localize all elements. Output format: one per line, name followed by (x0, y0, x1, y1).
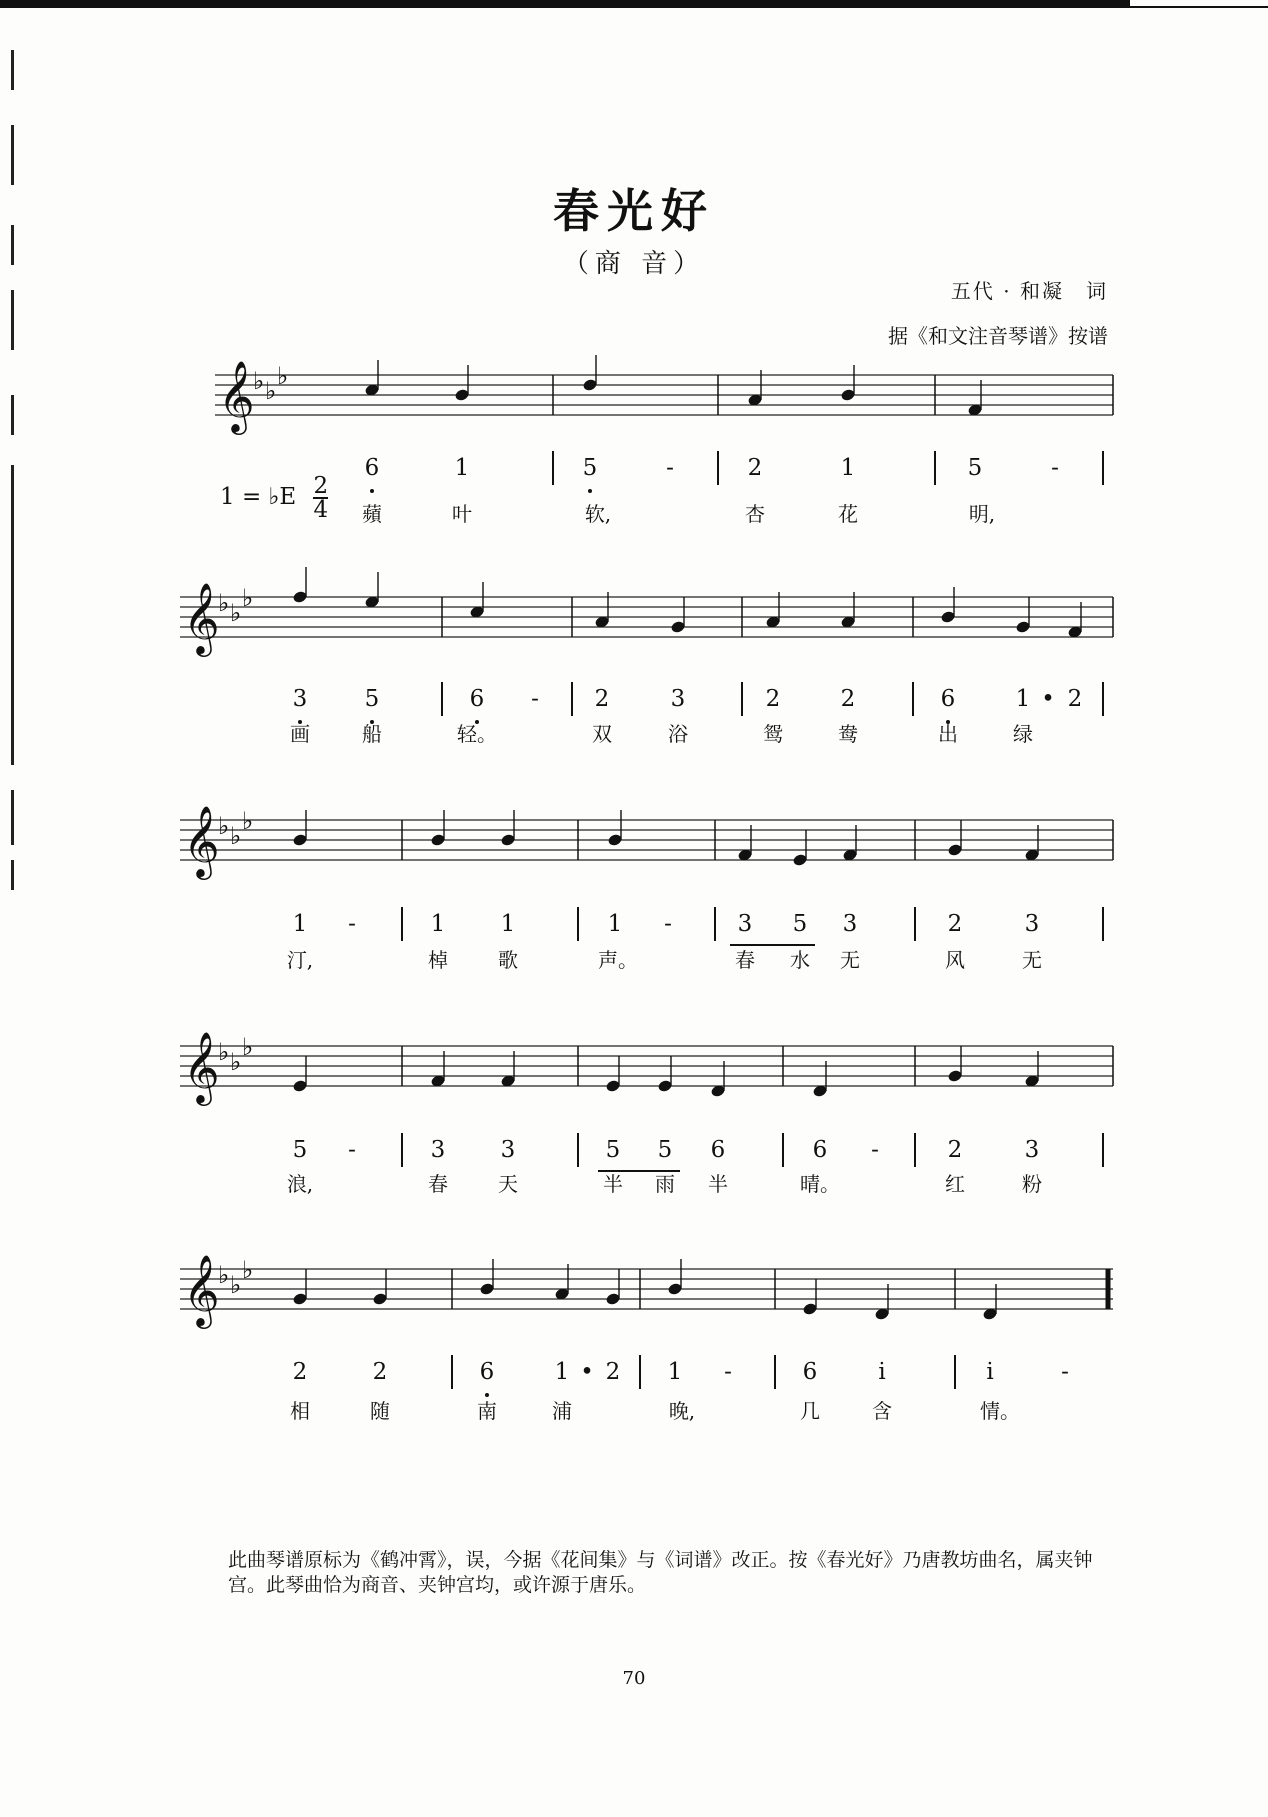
jianpu-note: 6 (469, 686, 485, 712)
source-credit: 据《和文注音琴谱》按谱 (888, 324, 1108, 348)
flat-icon: ♭ (218, 812, 230, 840)
jianpu-note: - (871, 1137, 879, 1163)
lyric-syllable: 粉 (1022, 1172, 1042, 1196)
jianpu-barline (1102, 907, 1104, 941)
key-signature (220, 475, 328, 521)
jianpu-note: - (348, 911, 356, 937)
low-octave-dot (588, 489, 592, 493)
jianpu-note: • (1041, 686, 1055, 712)
jianpu-note: 1 (292, 911, 308, 937)
flat-icon: ♭ (242, 1256, 254, 1284)
flat-icon: ♭ (265, 377, 277, 405)
jianpu-note: i (878, 1359, 886, 1385)
jianpu-note: 2 (747, 455, 763, 481)
jianpu-note: 2 (605, 1359, 621, 1385)
jianpu-barline (639, 1355, 641, 1389)
lyric-syllable: 浦 (552, 1399, 572, 1423)
treble-clef-icon: 𝄞 (183, 1030, 220, 1103)
jianpu-barline (914, 1133, 916, 1167)
lyric-syllable: 无 (1022, 948, 1042, 972)
jianpu-note: 3 (670, 686, 686, 712)
jianpu-note: 3 (1024, 1137, 1040, 1163)
lyric-syllable: 杏 (745, 502, 765, 526)
jianpu-note: 6 (710, 1137, 726, 1163)
flat-icon: ♭ (242, 807, 254, 835)
jianpu-note: 3 (1024, 911, 1040, 937)
jianpu-note: 5 (364, 686, 380, 712)
jianpu-note: 1 (1015, 686, 1031, 712)
jianpu-note: 1 (430, 911, 446, 937)
lyric-syllable: 相 (290, 1399, 310, 1423)
jianpu-note: 6 (802, 1359, 818, 1385)
flat-icon: ♭ (253, 367, 265, 395)
jianpu-note: 1 (607, 911, 623, 937)
lyric-syllable: 轻。 (457, 722, 497, 746)
jianpu-note: 1 (554, 1359, 570, 1385)
commentary-note: 此曲琴谱原标为《鹤冲霄》，误，今据《花间集》与《词谱》改正。按《春光好》乃唐教坊曲名，属夹钟宫。此琴曲恰为商音、夹钟宫均，或许源于唐乐。 (228, 1549, 1093, 1596)
jianpu-note: 3 (842, 911, 858, 937)
lyric-syllable: 汀, (286, 948, 314, 972)
time-signature (313, 475, 328, 521)
lyric-syllable: 浴 (668, 722, 688, 746)
jianpu-note: 2 (947, 911, 963, 937)
lyric-syllable: 风 (945, 948, 965, 972)
jianpu-note: 5 (657, 1137, 673, 1163)
jianpu-note: 1 (454, 455, 470, 481)
jianpu-note: - (531, 686, 539, 712)
lyric-syllable: 船 (362, 722, 382, 746)
flat-icon: ♭ (230, 822, 242, 850)
jianpu-note: 5 (292, 1137, 308, 1163)
jianpu-barline (1102, 451, 1104, 485)
beam-underline (730, 944, 815, 946)
lyric-syllable: 出 (938, 722, 958, 746)
flat-icon: ♭ (230, 1271, 242, 1299)
lyric-syllable: 几 (800, 1399, 820, 1423)
jianpu-note: 2 (594, 686, 610, 712)
lyric-syllable: 棹 (428, 948, 448, 972)
jianpu-barline (1102, 682, 1104, 716)
jianpu-note: 3 (500, 1137, 516, 1163)
lyric-syllable: 天 (498, 1172, 518, 1196)
jianpu-note: - (666, 455, 674, 481)
treble-clef-icon: 𝄞 (183, 1253, 220, 1326)
jianpu-note: 3 (292, 686, 308, 712)
jianpu-note: 3 (737, 911, 753, 937)
jianpu-note: 6 (364, 455, 380, 481)
jianpu-note: 5 (605, 1137, 621, 1163)
lyric-syllable: 红 (945, 1172, 965, 1196)
jianpu-note: 2 (840, 686, 856, 712)
jianpu-note: 1 (500, 911, 516, 937)
flat-icon: ♭ (242, 1033, 254, 1061)
jianpu-note: - (724, 1359, 732, 1385)
lyric-syllable: 南 (477, 1399, 497, 1423)
jianpu-barline (401, 1133, 403, 1167)
jianpu-barline (954, 1355, 956, 1389)
treble-clef-icon: 𝄞 (218, 359, 255, 432)
jianpu-barline (912, 682, 914, 716)
lyricist-credit: 五代 · 和凝 词 (950, 279, 1108, 303)
lyric-syllable: 春 (428, 1172, 448, 1196)
lyric-syllable: 情。 (980, 1399, 1020, 1423)
jianpu-note: 6 (940, 686, 956, 712)
key-label: 1 = ♭E (220, 484, 297, 510)
jianpu-barline (717, 451, 719, 485)
jianpu-note: 2 (1067, 686, 1083, 712)
lyric-syllable: 叶 (452, 502, 472, 526)
jianpu-barline (1102, 1133, 1104, 1167)
jianpu-note: 2 (292, 1359, 308, 1385)
mode-subtitle: （商 音） (562, 249, 706, 279)
lyric-syllable: 蘋 (362, 502, 382, 526)
lyric-syllable: 软, (584, 502, 612, 526)
jianpu-barline (571, 682, 573, 716)
jianpu-barline (441, 682, 443, 716)
lyric-syllable: 花 (838, 502, 858, 526)
lyric-syllable: 半 (708, 1172, 728, 1196)
lyric-syllable: 声。 (598, 948, 638, 972)
flat-icon: ♭ (242, 584, 254, 612)
jianpu-note: 1 (840, 455, 856, 481)
jianpu-note: • (580, 1359, 594, 1385)
lyric-syllable: 半 (603, 1172, 623, 1196)
jianpu-note: - (1051, 455, 1059, 481)
lyric-syllable: 绿 (1013, 722, 1033, 746)
page-number: 70 (622, 1668, 646, 1689)
jianpu-note: 1 (667, 1359, 683, 1385)
jianpu-barline (934, 451, 936, 485)
lyric-syllable: 歌 (498, 948, 518, 972)
jianpu-barline (741, 682, 743, 716)
time-numerator: 2 (313, 473, 329, 499)
jianpu-barline (577, 1133, 579, 1167)
jianpu-note: 2 (947, 1137, 963, 1163)
jianpu-barline (552, 451, 554, 485)
flat-icon: ♭ (277, 362, 289, 390)
lyric-syllable: 含 (872, 1399, 892, 1423)
lyric-syllable: 鸯 (838, 722, 858, 746)
lyric-syllable: 浪, (286, 1172, 314, 1196)
lyric-syllable: 明, (968, 502, 996, 526)
beam-underline (598, 1170, 680, 1172)
lyric-syllable: 画 (290, 722, 310, 746)
lyric-syllable: 雨 (655, 1172, 675, 1196)
lyric-syllable: 无 (840, 948, 860, 972)
jianpu-barline (914, 907, 916, 941)
treble-clef-icon: 𝄞 (183, 581, 220, 654)
lyric-syllable: 随 (370, 1399, 390, 1423)
jianpu-barline (451, 1355, 453, 1389)
jianpu-note: 3 (430, 1137, 446, 1163)
jianpu-note: 5 (582, 455, 598, 481)
lyric-syllable: 鸳 (763, 722, 783, 746)
flat-icon: ♭ (230, 599, 242, 627)
lyric-syllable: 双 (592, 722, 612, 746)
time-denominator: 4 (313, 497, 329, 523)
treble-clef-icon: 𝄞 (183, 804, 220, 877)
jianpu-barline (401, 907, 403, 941)
jianpu-note: - (664, 911, 672, 937)
jianpu-note: 6 (479, 1359, 495, 1385)
flat-icon: ♭ (230, 1048, 242, 1076)
flat-icon: ♭ (218, 1038, 230, 1066)
jianpu-note: 2 (765, 686, 781, 712)
jianpu-note: 5 (792, 911, 808, 937)
lyric-syllable: 晴。 (800, 1172, 840, 1196)
jianpu-barline (782, 1133, 784, 1167)
jianpu-note: - (348, 1137, 356, 1163)
jianpu-barline (714, 907, 716, 941)
flat-icon: ♭ (218, 1261, 230, 1289)
flat-icon: ♭ (218, 589, 230, 617)
jianpu-note: 5 (967, 455, 983, 481)
lyric-syllable: 晚, (668, 1399, 696, 1423)
jianpu-barline (577, 907, 579, 941)
lyric-syllable: 春 (735, 948, 755, 972)
jianpu-note: 2 (372, 1359, 388, 1385)
jianpu-note: - (1061, 1359, 1069, 1385)
jianpu-note: i (986, 1359, 994, 1385)
jianpu-note: 6 (812, 1137, 828, 1163)
song-title: 春光好 (553, 184, 715, 238)
lyric-syllable: 水 (790, 948, 810, 972)
jianpu-barline (774, 1355, 776, 1389)
low-octave-dot (370, 489, 374, 493)
